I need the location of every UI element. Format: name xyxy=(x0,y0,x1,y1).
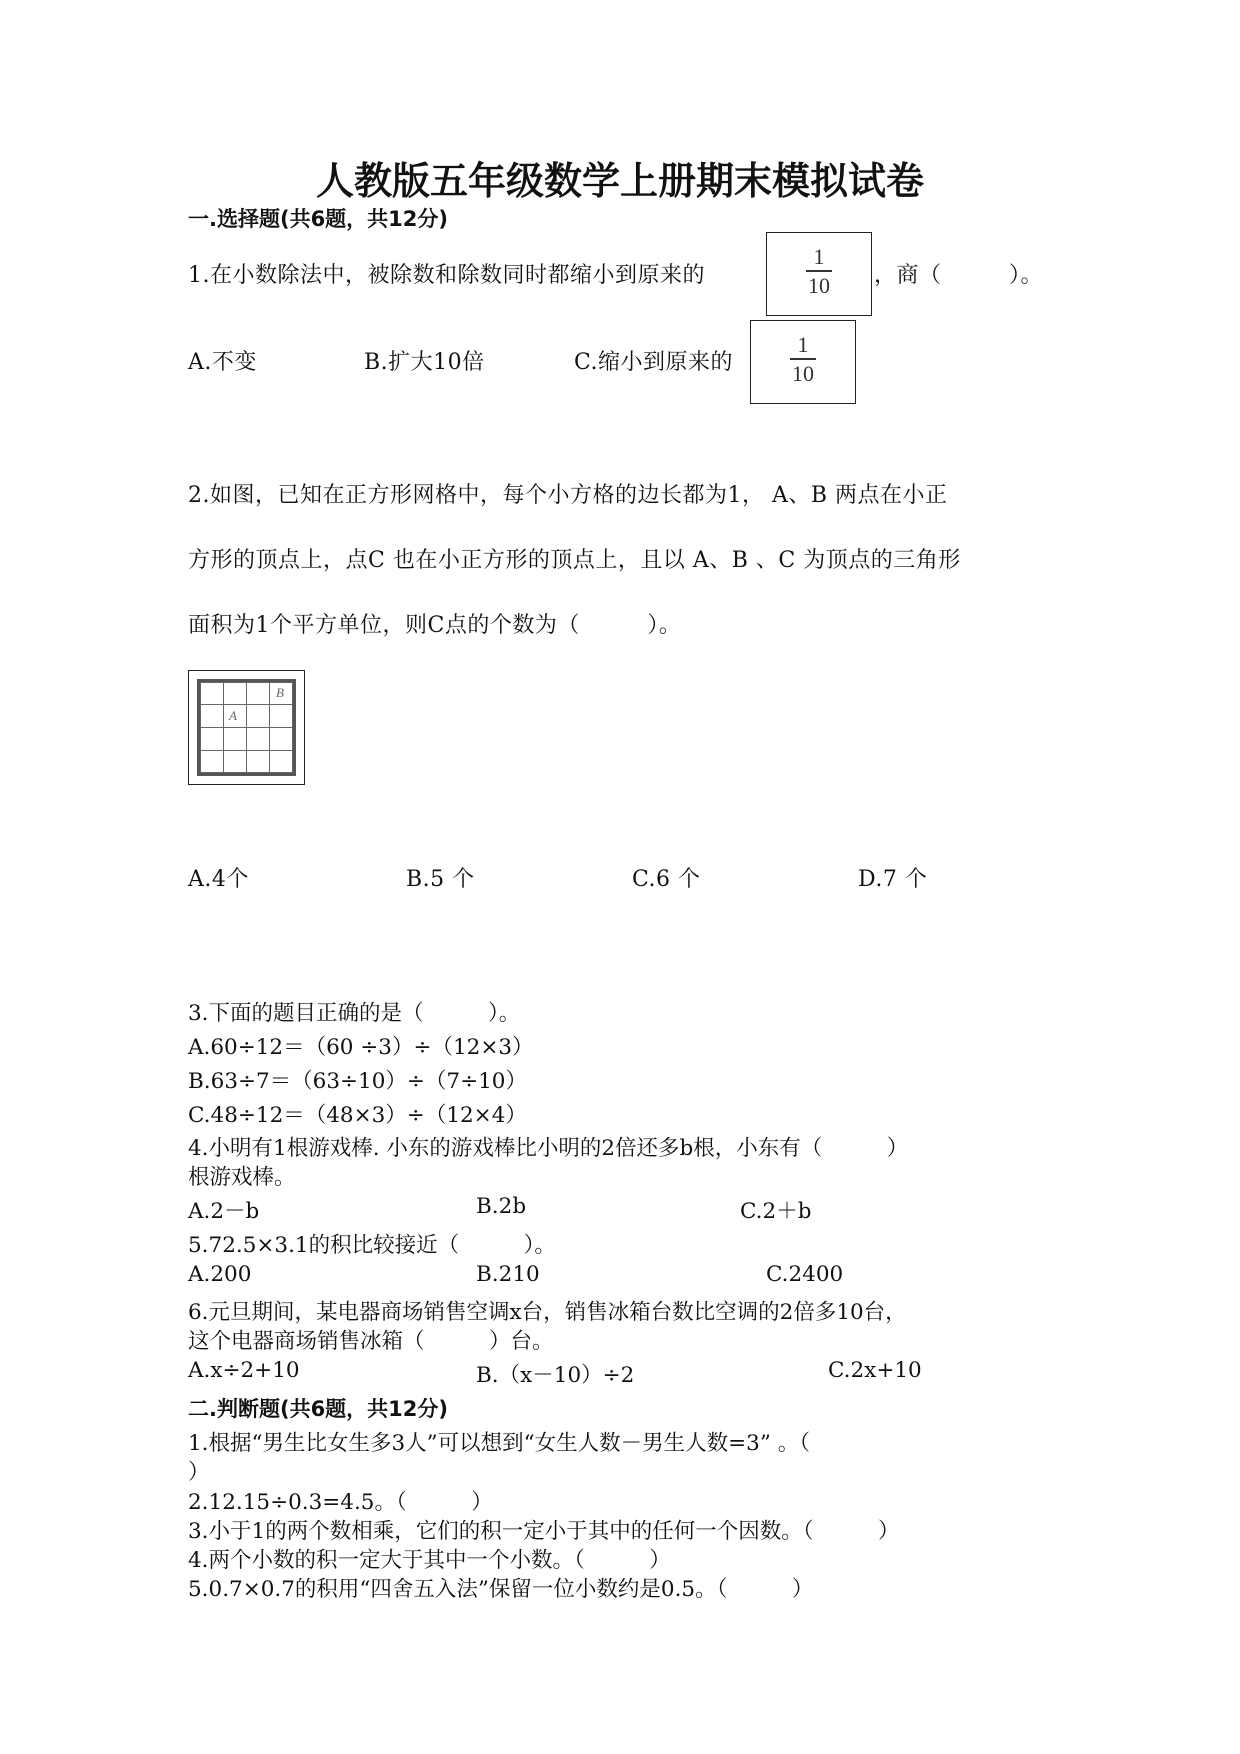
q1-option-b: B.扩大10倍 xyxy=(364,350,485,375)
fraction-box xyxy=(766,232,872,316)
q2-option-c: C.6 个 xyxy=(632,867,701,892)
s2-q2: 2.12.15÷0.3=4.5。（ ） xyxy=(188,1490,493,1515)
q6-line2: 这个电器商场销售冰箱（ ）台。 xyxy=(188,1329,554,1354)
q2-option-a: A.4个 xyxy=(188,867,249,892)
fraction xyxy=(751,333,855,386)
q4-option-b: B.2b xyxy=(476,1194,527,1219)
q5-text: 5.72.5×3.1的积比较接近（ ）。 xyxy=(188,1233,556,1258)
fraction-box-option-c xyxy=(750,320,856,404)
q3-text: 3.下面的题目正确的是（ ）。 xyxy=(188,1001,521,1026)
fraction-denominator: 10 xyxy=(808,272,830,298)
q4-option-a: A.2－b xyxy=(188,1199,260,1224)
fraction-bar xyxy=(790,358,816,360)
grid-point-b-label: B xyxy=(276,685,284,700)
q2-line3: 面积为1个平方单位，则C点的个数为（ ）。 xyxy=(188,613,682,638)
q2-line2: 方形的顶点上，点C 也在小正方形的顶点上，且以 A、B 、C 为顶点的三角形 xyxy=(188,548,961,573)
fraction-denominator: 10 xyxy=(792,360,814,386)
fraction-numerator: 1 xyxy=(813,244,825,269)
q6-option-a: A.x÷2+10 xyxy=(188,1358,300,1383)
q1-option-a: A.不变 xyxy=(188,350,257,375)
q1-text: 1.在小数除法中，被除数和除数同时都缩小到原来的 xyxy=(188,263,705,288)
q4-option-c: C.2＋b xyxy=(740,1199,812,1224)
fraction-bar xyxy=(806,270,832,272)
s2-q5: 5.0.7×0.7的积用“四舍五入法”保留一位小数约是0.5。（ ） xyxy=(188,1577,814,1602)
section-heading-choice: 一.选择题(共6题，共12分) xyxy=(188,207,449,231)
q1-text-after: ，商（ ）。 xyxy=(874,263,1044,288)
s2-q1-line1: 1.根据“男生比女生多3人”可以想到“女生人数－男生人数=3” 。（ xyxy=(188,1431,810,1456)
q4-line1: 4.小明有1根游戏棒. 小东的游戏棒比小明的2倍还多b根，小东有（ ） xyxy=(188,1136,909,1161)
q1-option-c: C.缩小到原来的 xyxy=(574,350,734,375)
q3-option-b: B.63÷7＝（63÷10）÷（7÷10） xyxy=(188,1069,527,1094)
q6-option-b: B.（x－10）÷2 xyxy=(476,1363,635,1388)
q3-option-c: C.48÷12＝（48×3）÷（12×4） xyxy=(188,1103,527,1128)
grid-figure xyxy=(188,670,305,785)
s2-q1-line2: ） xyxy=(188,1460,210,1485)
q3-option-a: A.60÷12＝（60 ÷3）÷（12×3） xyxy=(188,1035,534,1060)
q5-option-c: C.2400 xyxy=(766,1262,844,1287)
q6-option-c: C.2x+10 xyxy=(828,1358,922,1383)
q2-option-b: B.5 个 xyxy=(406,867,475,892)
page-title: 人教版五年级数学上册期末模拟试卷 xyxy=(315,159,924,203)
s2-q3: 3.小于1的两个数相乘，它们的积一定小于其中的任何一个因数。（ ） xyxy=(188,1519,900,1544)
square-grid xyxy=(197,679,296,776)
q4-line2: 根游戏棒。 xyxy=(188,1165,296,1190)
fraction xyxy=(767,245,871,298)
section-heading-judgment: 二.判断题(共6题，共12分) xyxy=(188,1397,449,1421)
q6-line1: 6.元旦期间，某电器商场销售空调x台，销售冰箱台数比空调的2倍多10台， xyxy=(188,1300,907,1325)
grid-point-a-label: A xyxy=(229,708,237,723)
q2-option-d: D.7 个 xyxy=(858,867,928,892)
q5-option-b: B.210 xyxy=(476,1262,540,1287)
q5-option-a: A.200 xyxy=(188,1262,252,1287)
fraction-numerator: 1 xyxy=(797,332,809,357)
q2-line1: 2.如图，已知在正方形网格中，每个小方格的边长都为1， A、B 两点在小正 xyxy=(188,483,948,508)
s2-q4: 4.两个小数的积一定大于其中一个小数。（ ） xyxy=(188,1548,671,1573)
